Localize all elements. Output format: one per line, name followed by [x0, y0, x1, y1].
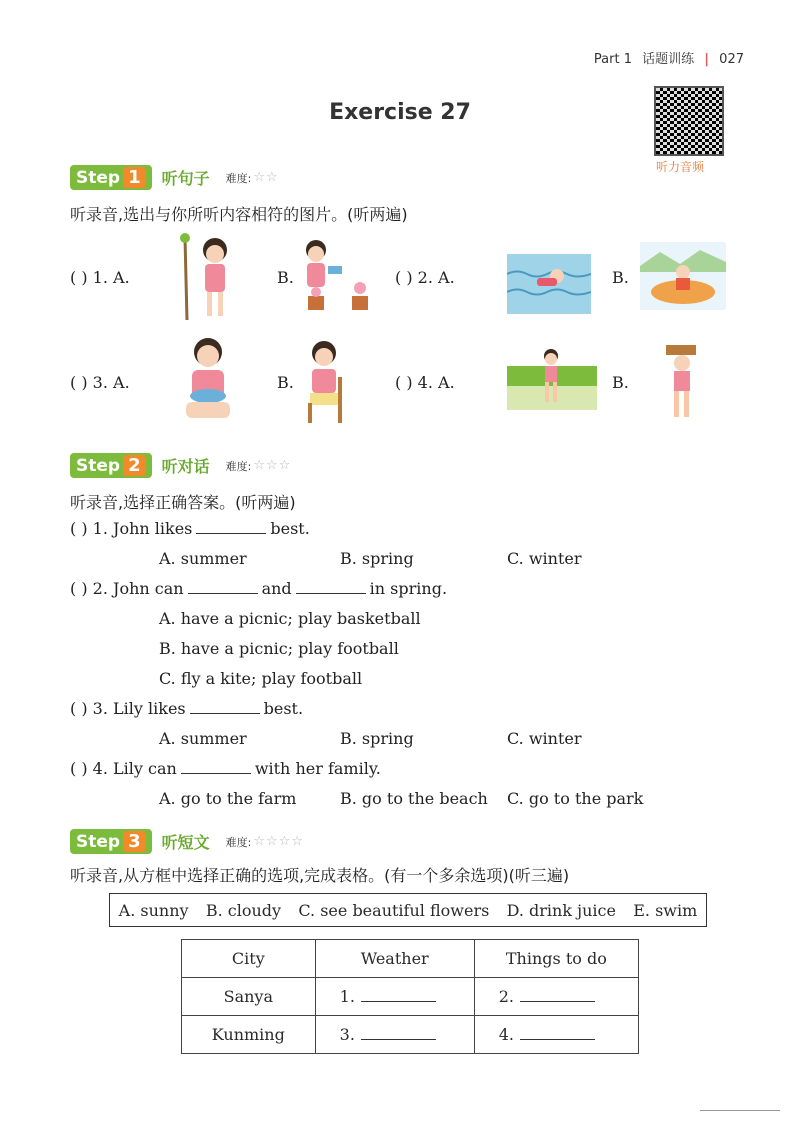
- page-header: [594, 48, 744, 67]
- option-c: C. see beautiful flowers: [298, 900, 490, 920]
- step2-badge: Step 2: [70, 453, 152, 478]
- table-row: [182, 1016, 639, 1054]
- q2-b-label: B.: [612, 268, 629, 287]
- things-blank-cell[interactable]: 4.: [474, 1016, 638, 1054]
- boy-park-picture: [507, 346, 597, 410]
- s2-q3: ( ) 3. Lily likes best.: [70, 699, 304, 718]
- s2-q3-b: B. spring: [340, 729, 414, 748]
- s2-q4-b: B. go to the beach: [340, 789, 488, 808]
- s2-q4: ( ) 4. Lily can with her family.: [70, 759, 381, 778]
- weather-blank-cell[interactable]: 3.: [315, 1016, 474, 1054]
- exercise-title: Exercise 27: [329, 100, 471, 125]
- q1-row: ( ) 1. A.: [70, 268, 130, 287]
- step1-heading: [70, 165, 279, 190]
- option-a: A. sunny: [118, 900, 189, 920]
- s2-q2: ( ) 2. John can and in spring.: [70, 579, 448, 598]
- city-cell: Sanya: [182, 978, 316, 1016]
- step2-name: 听对话: [161, 457, 210, 476]
- header-city: City: [182, 940, 316, 978]
- step3-badge: Step 3: [70, 829, 152, 854]
- part-label: Part 1: [593, 52, 632, 67]
- girl-eating-picture: [180, 334, 235, 426]
- qr-label: 听力音频: [656, 160, 705, 174]
- boy-carrying-picture: [662, 345, 704, 421]
- s2-q3-a: A. summer: [159, 729, 247, 748]
- girl-chair-picture: [302, 337, 352, 427]
- step3-instruction: 听录音,从方框中选择正确的选项,完成表格。(有一个多余选项)(听三遍): [70, 866, 570, 885]
- footer-line: [700, 1110, 780, 1111]
- things-blank-cell[interactable]: 2.: [474, 978, 638, 1016]
- s2-q4-a: A. go to the farm: [159, 789, 297, 808]
- step3-name: 听短文: [161, 833, 210, 852]
- difficulty-label: 难度:: [225, 835, 252, 849]
- step3-stars: ☆☆☆☆: [253, 834, 304, 849]
- step1-instruction: 听录音,选出与你所听内容相符的图片。(听两遍): [70, 205, 408, 224]
- s2-q1: ( ) 1. John likes best.: [70, 519, 310, 538]
- header-separator: |: [704, 52, 710, 67]
- swimming-picture: [507, 254, 591, 314]
- section-label: 话题训练: [642, 52, 695, 67]
- s2-q1-b: B. spring: [340, 549, 414, 568]
- boat-picture: [640, 242, 726, 310]
- table-header-row: [182, 940, 639, 978]
- step3-heading: [70, 829, 304, 854]
- qr-code[interactable]: [654, 86, 724, 156]
- header-things: Things to do: [474, 940, 638, 978]
- s2-q3-c: C. winter: [507, 729, 582, 748]
- difficulty-label: 难度:: [225, 459, 252, 473]
- s2-q1-a: A. summer: [159, 549, 247, 568]
- step1-name: 听句子: [161, 169, 210, 188]
- step2-stars: ☆☆☆: [253, 458, 292, 473]
- s2-q2-b: B. have a picnic; play football: [159, 639, 399, 658]
- q2-row: ( ) 2. A.: [395, 268, 455, 287]
- table-row: [182, 978, 639, 1016]
- q4-row: ( ) 4. A.: [395, 373, 455, 392]
- answer-table: [181, 939, 639, 1054]
- step2-heading: [70, 453, 291, 478]
- options-box: [109, 893, 707, 927]
- option-b: B. cloudy: [205, 900, 282, 920]
- s2-q2-a: A. have a picnic; play basketball: [159, 609, 421, 628]
- step1-stars: ☆☆: [253, 170, 279, 185]
- step2-instruction: 听录音,选择正确答案。(听两遍): [70, 493, 296, 512]
- q3-b-label: B.: [277, 373, 294, 392]
- girl-tree-picture: [175, 228, 240, 323]
- difficulty-label: 难度:: [225, 171, 252, 185]
- q3-row: ( ) 3. A.: [70, 373, 130, 392]
- page-number: 027: [719, 52, 744, 67]
- option-e: E. swim: [633, 900, 698, 920]
- step1-badge: Step 1: [70, 165, 152, 190]
- weather-blank-cell[interactable]: 1.: [315, 978, 474, 1016]
- city-cell: Kunming: [182, 1016, 316, 1054]
- girl-watering-picture: [300, 236, 380, 316]
- s2-q2-c: C. fly a kite; play football: [159, 669, 363, 688]
- s2-q1-c: C. winter: [507, 549, 582, 568]
- s2-q4-c: C. go to the park: [507, 789, 644, 808]
- option-d: D. drink juice: [506, 900, 616, 920]
- header-weather: Weather: [315, 940, 474, 978]
- q4-b-label: B.: [612, 373, 629, 392]
- q1-b-label: B.: [277, 268, 294, 287]
